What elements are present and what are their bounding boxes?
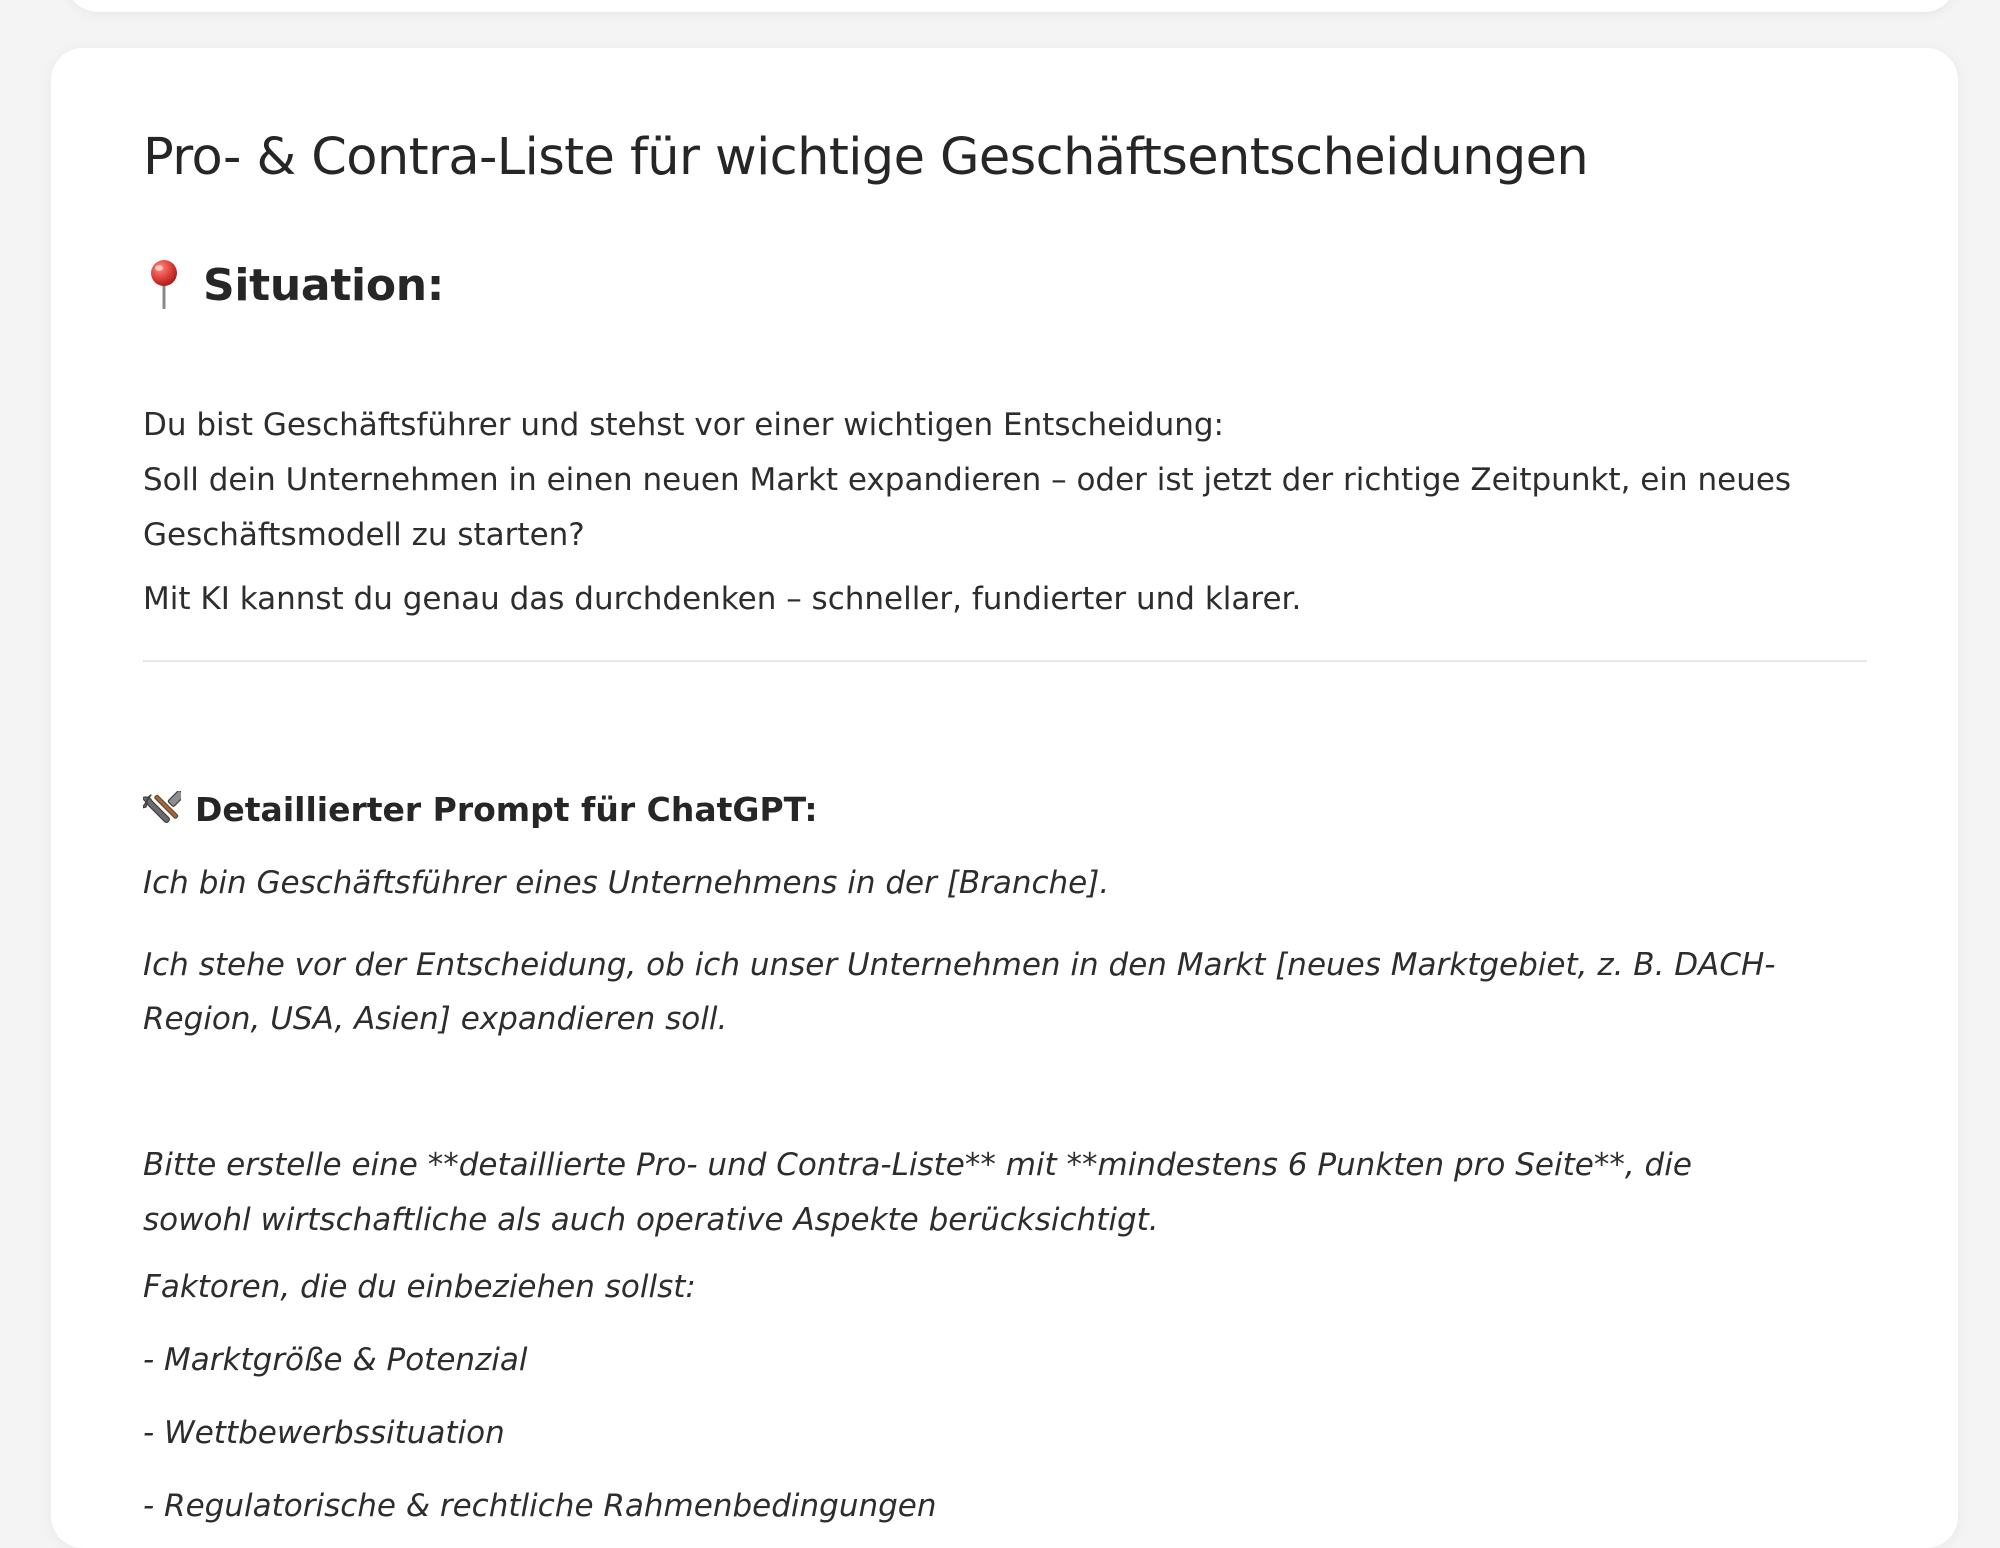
prompt-line: Region, USA, Asien] expandieren soll. <box>143 1001 728 1037</box>
situation-line-3: Geschäftsmodell zu starten? <box>143 517 585 553</box>
situation-paragraph <box>143 398 1873 563</box>
prompt-line: sowohl wirtschaftliche als auch operative Aspekte berücksichtigt. <box>143 1202 1159 1238</box>
factor-item <box>143 1342 1873 1378</box>
prompt-paragraph-3 <box>143 1138 1873 1248</box>
factor-item <box>143 1415 1873 1451</box>
prompt-line: Bitte erstelle eine **detaillierte Pro- und Contra-Liste** mit **mindestens 6 Punkten pro Seite**, die <box>143 1147 1692 1183</box>
prompt-line: Ich stehe vor der Entscheidung, ob ich unser Unternehmen in den Markt [neues Marktgebiet, z. B. DACH- <box>143 947 1776 983</box>
page-title: Pro- & Contra-Liste für wichtige Geschäftsentscheidungen <box>143 128 1589 187</box>
section-divider <box>143 660 1867 662</box>
prompt-heading-label: Detaillierter Prompt für ChatGPT: <box>195 790 818 829</box>
list-item: - Marktgröße & Potenzial <box>143 1342 528 1378</box>
content-card <box>51 48 1958 1548</box>
situation-heading <box>143 260 444 311</box>
hammer-and-wrench-icon <box>143 791 181 829</box>
situation-line-1: Du bist Geschäftsführer und stehst vor einer wichtigen Entscheidung: <box>143 407 1224 443</box>
previous-card-edge <box>66 0 1956 12</box>
factors-intro <box>143 1269 1873 1305</box>
prompt-line: Ich bin Geschäftsführer eines Unternehmens in der [Branche]. <box>143 865 1110 901</box>
pushpin-icon <box>143 259 185 309</box>
list-item: - Regulatorische & rechtliche Rahmenbedingungen <box>143 1488 937 1524</box>
prompt-paragraph-1 <box>143 865 1873 901</box>
prompt-paragraph-2 <box>143 938 1873 1046</box>
factor-item <box>143 1488 1873 1524</box>
situation-heading-label: Situation: <box>203 260 445 311</box>
list-item: - Wettbewerbssituation <box>143 1415 505 1451</box>
prompt-line: Faktoren, die du einbeziehen sollst: <box>143 1269 696 1305</box>
prompt-heading <box>143 790 818 829</box>
situation-summary: Mit KI kannst du genau das durchdenken – schneller, fundierter und klarer. <box>143 581 1302 617</box>
situation-line-2: Soll dein Unternehmen in einen neuen Markt expandieren – oder ist jetzt der richtige Zeitpunkt, ein neues <box>143 462 1792 498</box>
